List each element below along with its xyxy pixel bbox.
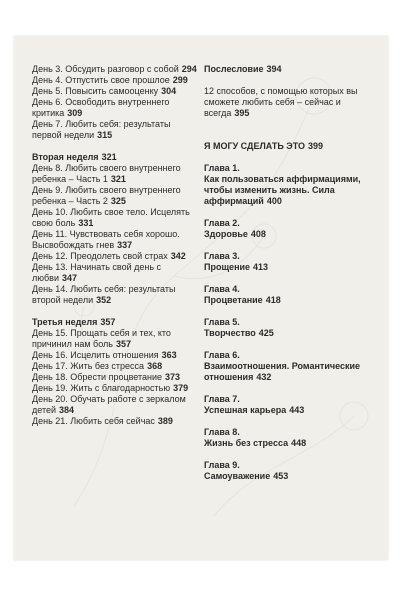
chapter-title: Прощение	[204, 262, 251, 272]
book-page	[14, 36, 388, 560]
chapter-title: Процветание	[204, 295, 263, 305]
toc-entry[interactable]: День 7. Любить себя: результаты первой недели 315	[32, 119, 171, 140]
toc-chapter[interactable]: Глава 7. Успешная карьера 443	[204, 394, 369, 416]
toc-entry[interactable]: День 12. Преодолеть свой страх 342	[32, 251, 186, 261]
toc-entry[interactable]: День 15. Прощать себя и тех, кто причинил нам боль 357	[32, 328, 171, 349]
toc-entry[interactable]: День 17. Жить без стресса 368	[32, 361, 163, 371]
toc-entry[interactable]: День 14. Любить себя: результаты второй недели 352	[32, 284, 176, 305]
chapter-label: Глава 2.	[204, 218, 240, 228]
toc-week-heading[interactable]: Третья неделя 357	[32, 317, 116, 327]
chapter-label: Глава 1.	[204, 163, 240, 173]
toc-entry[interactable]: День 5. Повысить самооценку 304	[32, 86, 177, 96]
chapter-title: Взаимоотношения. Романтические отношения	[204, 361, 361, 382]
toc-entry[interactable]: 12 способов, с помощью которых вы сможете любить себя – сейчас и всегда 395	[204, 86, 358, 118]
chapter-label: Глава 8.	[204, 427, 240, 437]
toc-entry[interactable]: День 8. Любить своего внутреннего ребенка – Часть 1 321	[32, 163, 181, 184]
toc-chapter[interactable]: Глава 1. Как пользоваться аффирмациями, чтобы изменить жизнь. Сила аффирмаций 400	[204, 163, 369, 207]
chapter-label: Глава 9.	[204, 460, 240, 470]
toc-chapter[interactable]: Глава 9. Самоуважение 453	[204, 460, 369, 482]
chapter-title: Жизнь без стресса	[204, 438, 289, 448]
chapter-title: Успешная карьера	[204, 405, 287, 415]
toc-week-heading[interactable]: Вторая неделя 321	[32, 152, 117, 162]
toc-afterword[interactable]: Послесловие 394	[204, 64, 282, 74]
toc-entry[interactable]: День 11. Чувствовать себя хорошо. Высвобождать гнев 337	[32, 229, 180, 250]
chapter-title: Как пользоваться аффирмациями, чтобы изменить жизнь. Сила аффирмаций	[204, 174, 361, 206]
toc-entry[interactable]: День 21. Любить себя сейчас 389	[32, 416, 173, 426]
toc-entry[interactable]: День 10. Любить свое тело. Исцелять свою боль 331	[32, 207, 190, 228]
chapter-label: Глава 7.	[204, 394, 240, 404]
toc-chapter[interactable]: Глава 6. Взаимоотношения. Романтические отношения 432	[204, 350, 369, 383]
chapter-label: Глава 6.	[204, 350, 240, 360]
chapter-title: Самоуважение	[204, 471, 271, 481]
toc-entry[interactable]: День 16. Исцелить отношения 363	[32, 350, 177, 360]
chapter-label: Глава 3.	[204, 251, 240, 261]
toc-entry[interactable]: День 9. Любить своего внутреннего ребенка – Часть 2 325	[32, 185, 181, 206]
chapter-title: Здоровье	[204, 229, 248, 239]
toc-chapter[interactable]: Глава 8. Жизнь без стресса 448	[204, 427, 369, 449]
toc-entry[interactable]: День 4. Отпустить свое прошлое 299	[32, 75, 188, 85]
toc-entry[interactable]: День 20. Обучать работе с зеркалом детей 384	[32, 394, 186, 415]
toc-entry[interactable]: День 3. Обсудить разговор с собой 294	[32, 64, 197, 74]
toc-chapter[interactable]: Глава 4. Процветание 418	[204, 284, 369, 306]
chapter-label: Глава 4.	[204, 284, 240, 294]
toc-chapter[interactable]: Глава 5. Творчество 425	[204, 317, 369, 339]
chapter-label: Глава 5.	[204, 317, 240, 327]
toc-chapter[interactable]: Глава 3. Прощение 413	[204, 251, 369, 273]
toc-entry[interactable]: День 6. Освободить внутреннего критика 309	[32, 97, 170, 118]
toc-chapter[interactable]: Глава 2. Здоровье 408	[204, 218, 369, 240]
toc-entry[interactable]: День 18. Обрести процветание 373	[32, 372, 181, 382]
chapter-title: Творчество	[204, 328, 256, 338]
toc-left-column	[32, 64, 200, 427]
toc-right-column	[204, 64, 369, 482]
toc-entry[interactable]: День 19. Жить с благодарностью 379	[32, 383, 189, 393]
toc-entry[interactable]: День 13. Начинать свой день с любви 347	[32, 262, 162, 283]
toc-section-heading[interactable]: Я МОГУ СДЕЛАТЬ ЭТО 399	[204, 141, 324, 151]
